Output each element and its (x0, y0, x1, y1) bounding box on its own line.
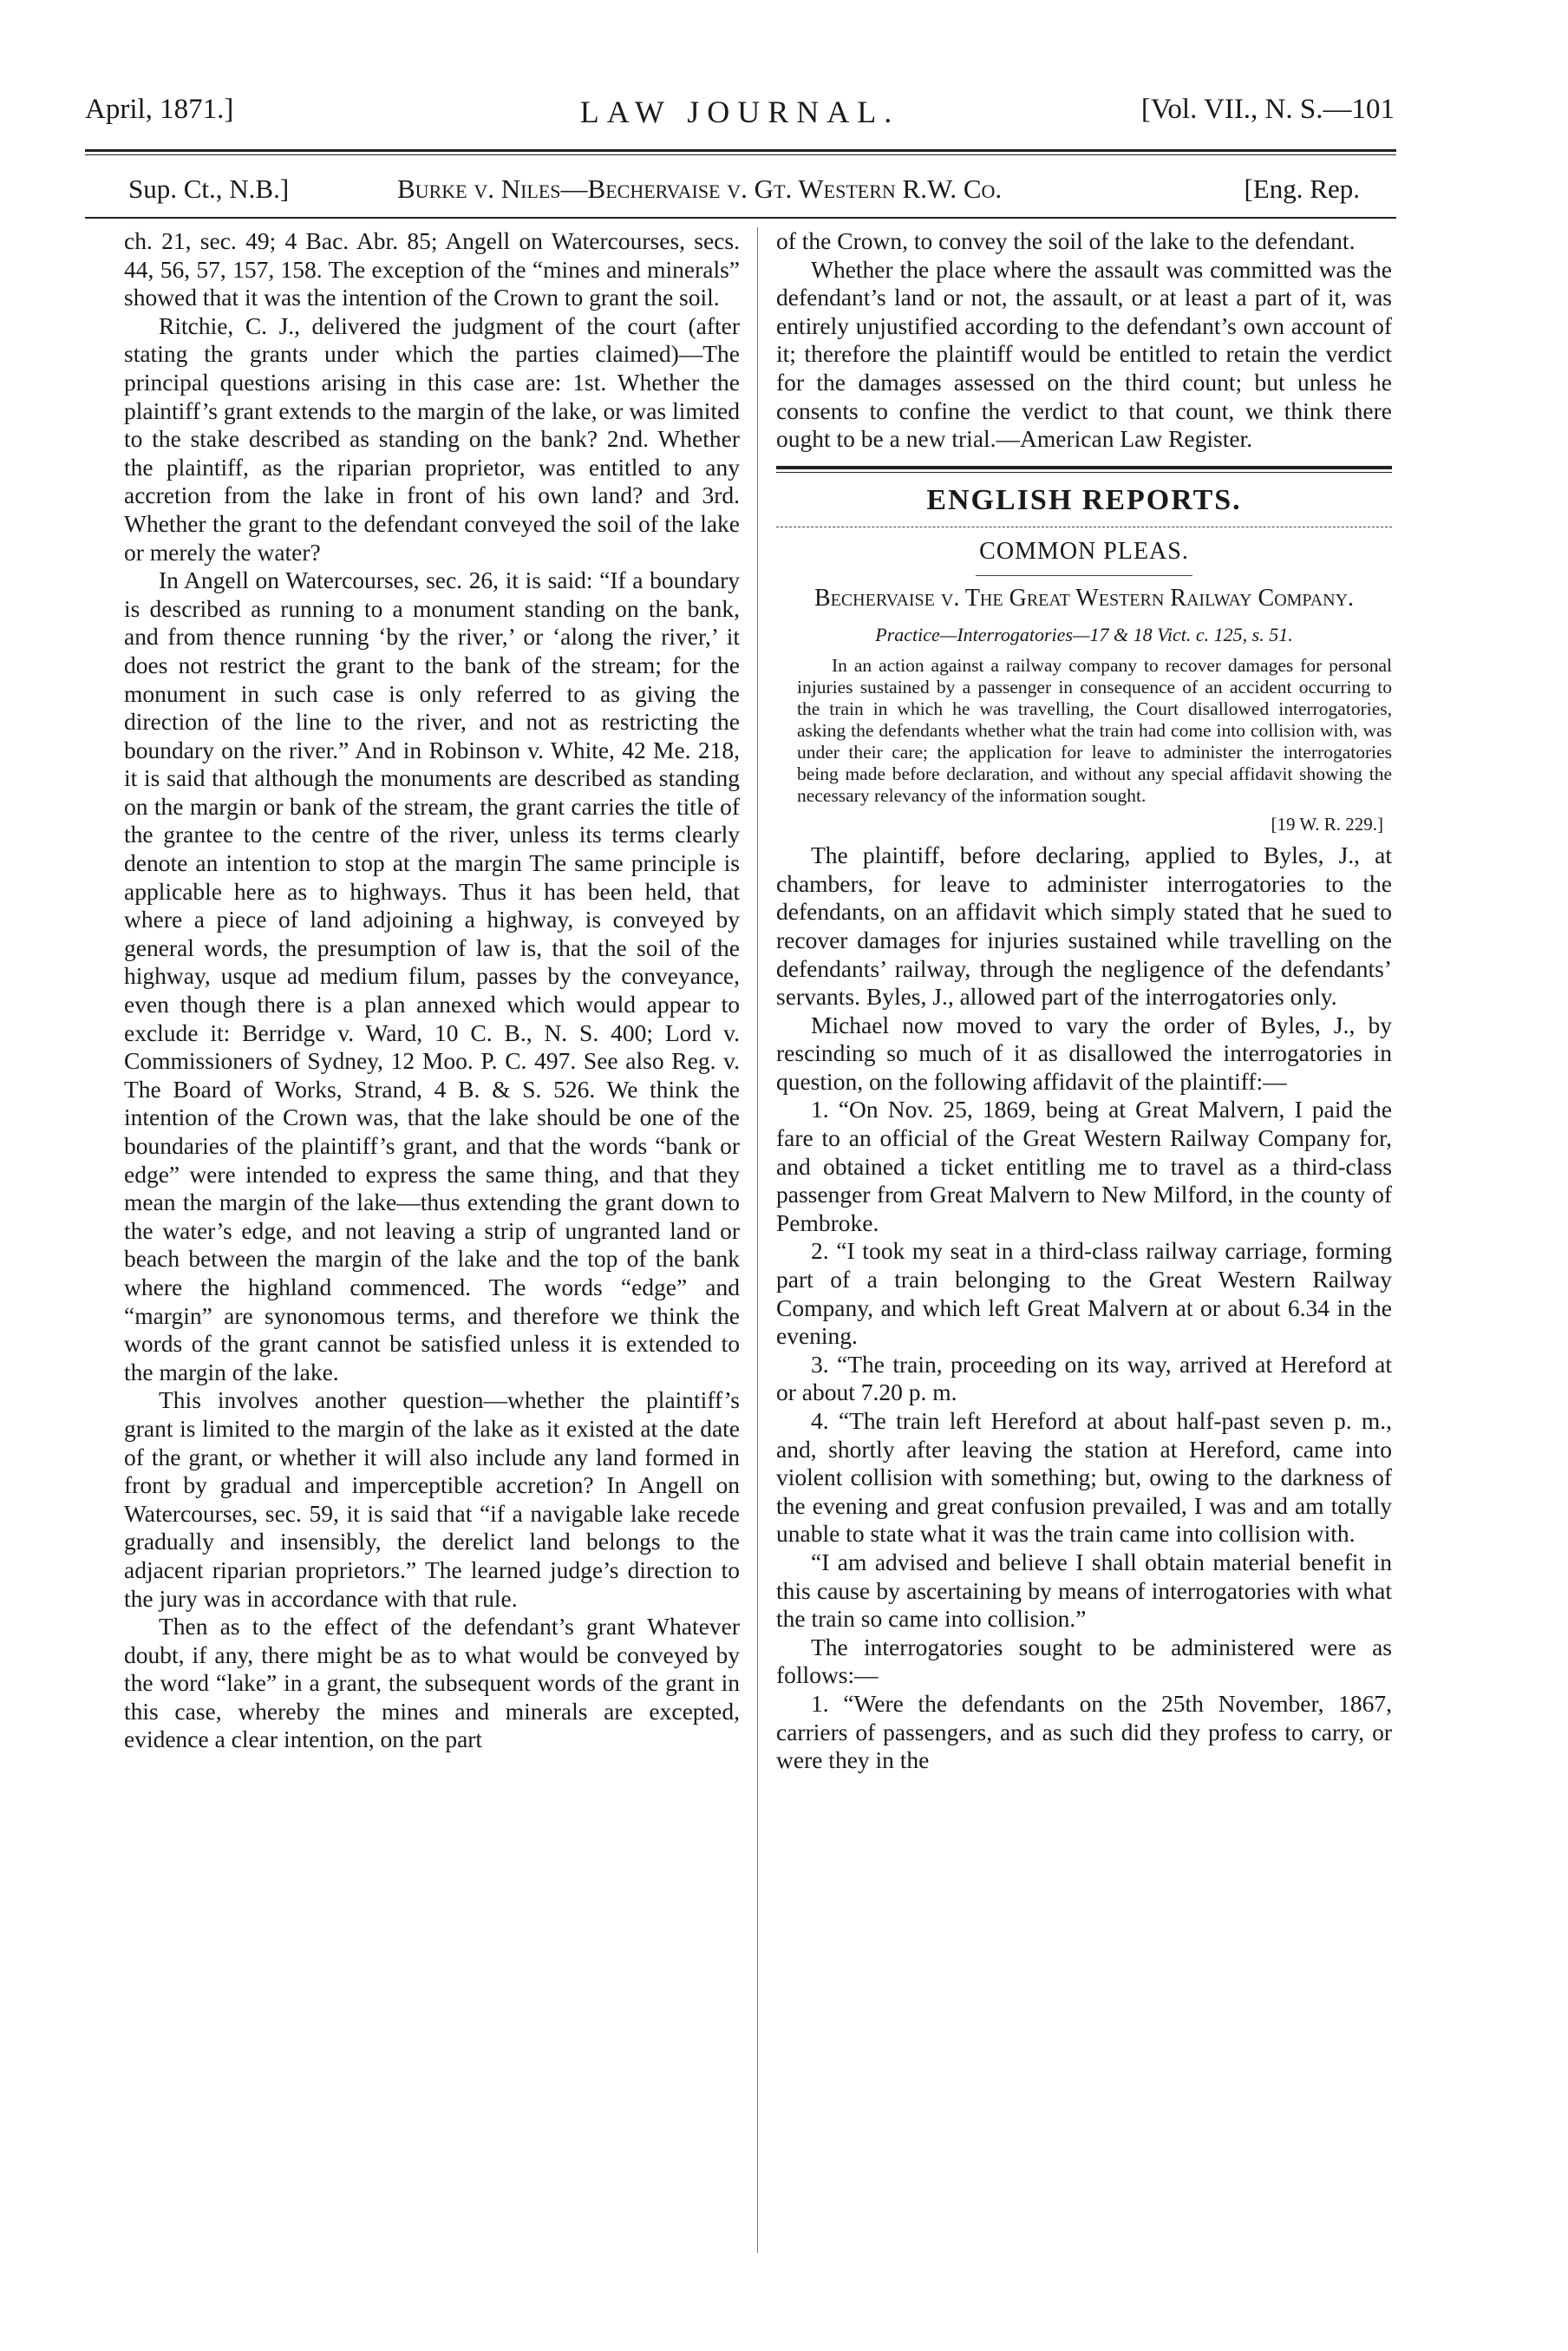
paragraph: ch. 21, sec. 49; 4 Bac. Abr. 85; Angell on Watercourses, secs. 44, 56, 57, 157, 158. The exception of the “mines and minerals” showed that it was the intention of the Crown to grant the soil. (124, 227, 740, 311)
catchwords: Practice—Interrogatories—17 & 18 Vict. c. 125, s. 51. (875, 623, 1293, 645)
paragraph: Ritchie, C. J., delivered the judgment of the court (after stating the grants under which the parties claimed)—The principal questions arising in this case are: 1st. Whether the plaintiff’s grant extends to the margin of the lake, or was limited to the stake described as standing on the bank? 2nd. Whether the plaintiff, as the riparian proprietor, was entitled to any accretion from the lake in front of his own land? and 3rd. Whether the grant to the defendant conveyed the soil of the lake or merely the water? (124, 311, 740, 566)
paragraph: Michael now moved to vary the order of Byles, J., by rescinding so much of it as disallowed the interrogatories in question, on the following affidavit of the plaintiff:— (776, 1011, 1392, 1095)
journal-title: LAW JOURNAL. (579, 95, 900, 129)
paragraph: 4. “The train left Hereford at about half-past seven p. m., and, shortly after leaving the station at Hereford, came into violent collision with something; but, owing to the darkness of the evening and great confusion prevailed, I was and am totally unable to state what it was the train came into collision with. (776, 1407, 1392, 1548)
headnote: In an action against a railway company to recover damages for personal injuries sustained by a passenger in consequence of an accident occurring to the train in which he was travelling, the Court disallowed interrogatories, asking the defendants whether what the train had come into collision with, was under their care; the application for leave to administer the interrogatories being made before declaration, and without any special affidavit showing the necessary relevancy of the information sought. (797, 654, 1392, 806)
court-rule (976, 575, 1192, 576)
court-heading: COMMON PLEAS. (979, 538, 1189, 566)
paragraph: 1. “Were the defendants on the 25th November, 1867, carriers of passengers, and as such did they profess to carry, or were they in the (776, 1689, 1392, 1774)
header-date: April, 1871.] (85, 94, 234, 125)
paragraph: 3. “The train, proceeding on its way, arrived at Hereford at or about 7.20 p. m. (776, 1350, 1392, 1406)
paragraph: In Angell on Watercourses, sec. 26, it is said: “If a boundary is described as running to a monument standing on the bank, and from thence running ‘by the river,’ or ‘along the river,’ it does not restrict the grant to the bank of the stream; for the monument in such case is only referred to as giving the direction of the line to the river, and not as restricting the boundary on the river.” And in Robinson v. White, 42 Me. 218, it is said that although the monuments are described as standing on the margin or bank of the stream, the grant carries the title of the grantee to the centre of the river, unless its terms clearly denote an intention to stop at the margin The same principle is applicable here as to highways. Thus it has been held, that where a piece of land adjoining a highway, is conveyed by general words, the presumption of law is, that the soil of the highway, usque ad medium filum, passes by the conveyance, even though there is a plan annexed which would appear to exclude it: Berridge v. Ward, 10 C. B., N. S. 400; Lord v. Commissioners of Sydney, 12 Moo. P. C. 497. See also Reg. v. The Board of Works, Strand, 4 B. & S. 526. We think the intention of the Crown was, that the lake should be one of the boundaries of the plaintiff’s grant, and that the words “bank or edge” were intended to express the same thing, and that they mean the margin of the lake—thus extending the grant down to the water’s edge, and not leaving a strip of ungranted land or beach between the margin of the lake and the top of the bank where the highland commenced. The words “edge” and “margin” are synonomous terms, and therefore we think the words of the grant cannot be satisfied unless it is extended to the margin of the lake. (124, 566, 740, 1385)
paragraph: “I am advised and believe I shall obtain material benefit in this cause by ascertaining by means of interrogatories with what the train so came into collision.” (776, 1548, 1392, 1633)
column-divider (757, 227, 758, 2253)
paragraph: The plaintiff, before declaring, applied to Byles, J., at chambers, for leave to administer interrogatories to the defendants, on an affidavit which simply stated that he sued to recover damages for injuries sustained while travelling on the defendants’ railway, through the negligence of the defendants’ servants. Byles, J., allowed part of the interrogatories only. (776, 842, 1392, 1011)
right-column (776, 227, 1392, 1775)
running-header (85, 94, 1395, 137)
header-volume: [Vol. VII., N. S.—101 (1140, 94, 1395, 125)
case-title: Bechervaise v. The Great Western Railway Company. (813, 584, 1355, 612)
section-rule (776, 466, 1392, 473)
paragraph: This involves another question—whether the plaintiff’s grant is limited to the margin of the lake as it existed at the date of the grant, or whether it will also include any land formed in front by gradual and imperceptible accretion? In Angell on Watercourses, sec. 59, it is said that “if a navigable lake recede gradually and insensibly, the derelict land belongs to the adjacent riparian proprietors.” The learned judge’s direction to the jury was in accordance with that rule. (124, 1386, 740, 1612)
case-subheader (128, 174, 1360, 213)
left-column (124, 227, 740, 1754)
paragraph: 1. “On Nov. 25, 1869, being at Great Malvern, I paid the fare to an official of the Great Western Railway Company for, and obtained a ticket entitling me to travel as a third-class passenger from Great Malvern to New Milford, in the county of Pembroke. (776, 1096, 1392, 1236)
subheader-court: Sup. Ct., N.B.] (128, 174, 290, 204)
paragraph: of the Crown, to convey the soil of the lake to the defendant. (776, 227, 1356, 254)
paragraph: The interrogatories sought to be administered were as follows:— (776, 1633, 1392, 1689)
header-double-rule (85, 149, 1396, 155)
subheader-report: [Eng. Rep. (1244, 174, 1360, 204)
report-reference: [19 W. R. 229.] (1271, 813, 1383, 835)
subheader-cases: Burke v. Niles—Bechervaise v. Gt. Western R.W. Co. (397, 174, 1003, 204)
paragraph: Then as to the effect of the defendant’s grant Whatever doubt, if any, there might be as to what would be conveyed by the word “lake” in a grant, the subsequent words of the grant in this case, whereby the mines and minerals are excepted, evidence a clear intention, on the part (124, 1613, 740, 1753)
section-title: ENGLISH REPORTS. (926, 483, 1242, 516)
subheader-rule (85, 217, 1396, 219)
paragraph: Whether the place where the assault was committed was the defendant’s land or not, the assault, or at least a part of it, was entirely unjustified according to the defendant’s own account of it; therefore the plaintiff would be entitled to retain the verdict for the damages assessed on the third count; but unless he consents to confine the verdict to that count, we think there ought to be a new trial.—American Law Register. (776, 255, 1392, 453)
paragraph: 2. “I took my seat in a third-class railway carriage, forming part of a train belonging to the Great Western Railway Company, and which left Great Malvern at or about 6.34 in the evening. (776, 1237, 1392, 1350)
